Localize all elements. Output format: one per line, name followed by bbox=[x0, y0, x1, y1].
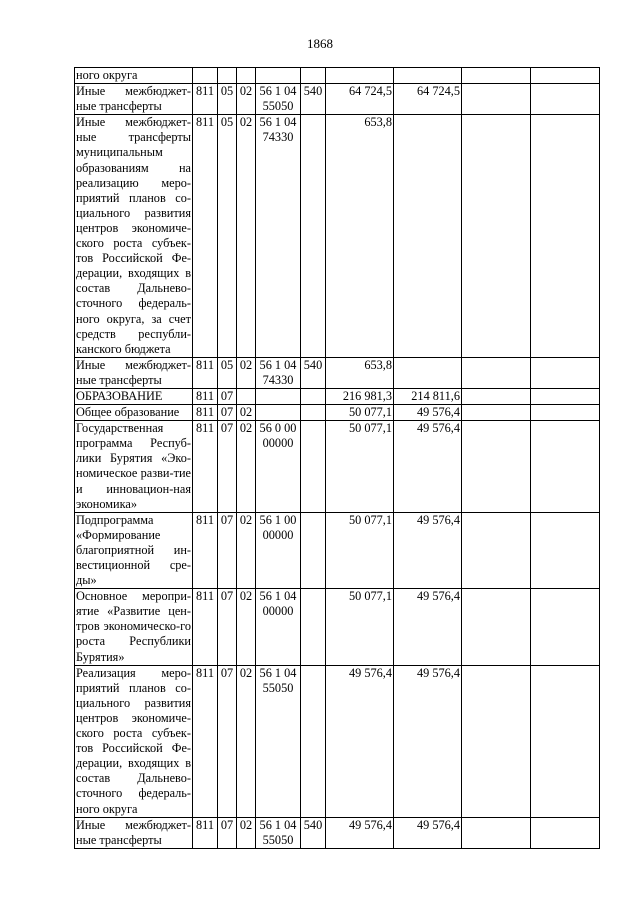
budget-table bbox=[74, 67, 600, 849]
admin-code-cell: 811 bbox=[193, 817, 218, 848]
target-article-cell bbox=[256, 388, 301, 404]
section-code-cell: 05 bbox=[218, 357, 237, 388]
row-name-cell: Подпрограмма «Формирование благоприятной ин-вестиционной сре-ды» bbox=[76, 512, 191, 588]
page-number: 1868 bbox=[307, 36, 333, 51]
admin-code-cell: 811 bbox=[193, 405, 218, 421]
subsection-code-cell bbox=[237, 388, 256, 404]
admin-code-cell bbox=[193, 68, 218, 84]
empty-cell-1 bbox=[462, 388, 531, 404]
empty-cell-1 bbox=[462, 817, 531, 848]
subsection-code-cell: 02 bbox=[237, 665, 256, 817]
empty-cell-1 bbox=[462, 84, 531, 115]
amount-year2-cell: 64 724,5 bbox=[394, 84, 462, 115]
admin-code-cell: 811 bbox=[193, 589, 218, 665]
admin-code-cell: 811 bbox=[193, 512, 218, 588]
section-code-cell: 07 bbox=[218, 589, 237, 665]
table-row bbox=[75, 512, 600, 588]
empty-cell-1 bbox=[462, 115, 531, 358]
row-name-cell: Реализация меро-приятий планов со-циального развития центров экономиче-ского роста субъек-тов Российской Фе-дерации, входящих в состав Дальнево-сточного федераль-ного округа bbox=[76, 665, 191, 816]
amount-year1-cell: 49 576,4 bbox=[326, 665, 394, 817]
row-name-cell: Иные межбюджет-ные трансферты bbox=[76, 357, 191, 387]
amount-year1-cell: 50 077,1 bbox=[326, 512, 394, 588]
empty-cell-1 bbox=[462, 512, 531, 588]
table-row bbox=[75, 817, 600, 848]
table-row bbox=[75, 68, 600, 84]
amount-year2-cell: 214 811,6 bbox=[394, 388, 462, 404]
target-article-cell: 56 1 04 74330 bbox=[256, 357, 301, 388]
subsection-code-cell: 02 bbox=[237, 512, 256, 588]
empty-cell-1 bbox=[462, 405, 531, 421]
subsection-code-cell: 02 bbox=[237, 357, 256, 388]
expense-type-cell bbox=[301, 68, 326, 84]
amount-year1-cell: 216 981,3 bbox=[326, 388, 394, 404]
subsection-code-cell: 02 bbox=[237, 84, 256, 115]
amount-year2-cell: 49 576,4 bbox=[394, 665, 462, 817]
budget-table-body bbox=[75, 68, 600, 849]
expense-type-cell bbox=[301, 665, 326, 817]
target-article-cell: 56 1 00 00000 bbox=[256, 512, 301, 588]
subsection-code-cell bbox=[237, 68, 256, 84]
row-name-cell: Иные межбюджет-ные трансферты муниципальным образованиям на реализацию меро-приятий планов со-циального развития центров экономиче-ского роста субъек-тов Российской Фе-дерации, входящих в состав Дальнево-сточного федераль-ного округа, за счет средств республи-канского бюджета bbox=[76, 115, 191, 356]
amount-year2-cell bbox=[394, 115, 462, 358]
empty-cell-1 bbox=[462, 357, 531, 388]
table-row bbox=[75, 405, 600, 421]
target-article-cell bbox=[256, 405, 301, 421]
empty-cell-2 bbox=[531, 405, 600, 421]
target-article-cell: 56 1 04 55050 bbox=[256, 817, 301, 848]
amount-year2-cell: 49 576,4 bbox=[394, 589, 462, 665]
table-row bbox=[75, 115, 600, 358]
admin-code-cell: 811 bbox=[193, 388, 218, 404]
target-article-cell: 56 0 00 00000 bbox=[256, 421, 301, 513]
subsection-code-cell: 02 bbox=[237, 115, 256, 358]
amount-year2-cell: 49 576,4 bbox=[394, 421, 462, 513]
row-name-cell: ОБРАЗОВАНИЕ bbox=[75, 388, 193, 404]
empty-cell-2 bbox=[531, 84, 600, 115]
expense-type-cell bbox=[301, 115, 326, 358]
section-code-cell: 07 bbox=[218, 421, 237, 513]
row-name-cell: Государственная программа Респуб-лики Бурятия «Эко-номическое разви-тие и инновацион-ная экономика» bbox=[76, 421, 191, 511]
empty-cell-1 bbox=[462, 68, 531, 84]
amount-year2-cell: 49 576,4 bbox=[394, 405, 462, 421]
empty-cell-2 bbox=[531, 388, 600, 404]
empty-cell-1 bbox=[462, 589, 531, 665]
admin-code-cell: 811 bbox=[193, 665, 218, 817]
amount-year1-cell: 50 077,1 bbox=[326, 589, 394, 665]
table-row bbox=[75, 84, 600, 115]
section-code-cell: 07 bbox=[218, 817, 237, 848]
target-article-cell: 56 1 04 00000 bbox=[256, 589, 301, 665]
table-row bbox=[75, 388, 600, 404]
amount-year1-cell bbox=[326, 68, 394, 84]
amount-year1-cell: 50 077,1 bbox=[326, 405, 394, 421]
empty-cell-1 bbox=[462, 421, 531, 513]
row-name-cell: Иные межбюджет-ные трансферты bbox=[76, 817, 191, 847]
section-code-cell: 05 bbox=[218, 84, 237, 115]
row-name-cell: Общее образование bbox=[75, 405, 193, 421]
admin-code-cell: 811 bbox=[193, 115, 218, 358]
subsection-code-cell: 02 bbox=[237, 421, 256, 513]
expense-type-cell bbox=[301, 421, 326, 513]
empty-cell-2 bbox=[531, 512, 600, 588]
expense-type-cell: 540 bbox=[301, 357, 326, 388]
empty-cell-2 bbox=[531, 817, 600, 848]
expense-type-cell: 540 bbox=[301, 84, 326, 115]
expense-type-cell bbox=[301, 405, 326, 421]
target-article-cell bbox=[256, 68, 301, 84]
admin-code-cell: 811 bbox=[193, 84, 218, 115]
empty-cell-2 bbox=[531, 589, 600, 665]
empty-cell-2 bbox=[531, 115, 600, 358]
empty-cell-2 bbox=[531, 421, 600, 513]
expense-type-cell bbox=[301, 589, 326, 665]
empty-cell-2 bbox=[531, 357, 600, 388]
subsection-code-cell: 02 bbox=[237, 589, 256, 665]
section-code-cell bbox=[218, 68, 237, 84]
table-row bbox=[75, 665, 600, 817]
admin-code-cell: 811 bbox=[193, 421, 218, 513]
section-code-cell: 07 bbox=[218, 512, 237, 588]
table-row bbox=[75, 357, 600, 388]
target-article-cell: 56 1 04 74330 bbox=[256, 115, 301, 358]
amount-year1-cell: 49 576,4 bbox=[326, 817, 394, 848]
amount-year1-cell: 64 724,5 bbox=[326, 84, 394, 115]
empty-cell-2 bbox=[531, 68, 600, 84]
admin-code-cell: 811 bbox=[193, 357, 218, 388]
section-code-cell: 07 bbox=[218, 665, 237, 817]
target-article-cell: 56 1 04 55050 bbox=[256, 84, 301, 115]
subsection-code-cell: 02 bbox=[237, 817, 256, 848]
amount-year1-cell: 50 077,1 bbox=[326, 421, 394, 513]
table-row bbox=[75, 421, 600, 513]
empty-cell-2 bbox=[531, 665, 600, 817]
expense-type-cell bbox=[301, 388, 326, 404]
amount-year1-cell: 653,8 bbox=[326, 115, 394, 358]
subsection-code-cell: 02 bbox=[237, 405, 256, 421]
amount-year2-cell bbox=[394, 68, 462, 84]
expense-type-cell: 540 bbox=[301, 817, 326, 848]
section-code-cell: 07 bbox=[218, 388, 237, 404]
section-code-cell: 05 bbox=[218, 115, 237, 358]
amount-year2-cell: 49 576,4 bbox=[394, 817, 462, 848]
row-name-cell: Основное меропри-ятие «Развитие цен-тров экономическо-го роста Республики Бурятия» bbox=[76, 589, 191, 664]
section-code-cell: 07 bbox=[218, 405, 237, 421]
row-name-cell: Иные межбюджет-ные трансферты bbox=[76, 84, 191, 114]
amount-year2-cell bbox=[394, 357, 462, 388]
empty-cell-1 bbox=[462, 665, 531, 817]
target-article-cell: 56 1 04 55050 bbox=[256, 665, 301, 817]
amount-year1-cell: 653,8 bbox=[326, 357, 394, 388]
amount-year2-cell: 49 576,4 bbox=[394, 512, 462, 588]
expense-type-cell bbox=[301, 512, 326, 588]
table-row bbox=[75, 589, 600, 665]
row-name-cell: ного округа bbox=[75, 68, 193, 84]
